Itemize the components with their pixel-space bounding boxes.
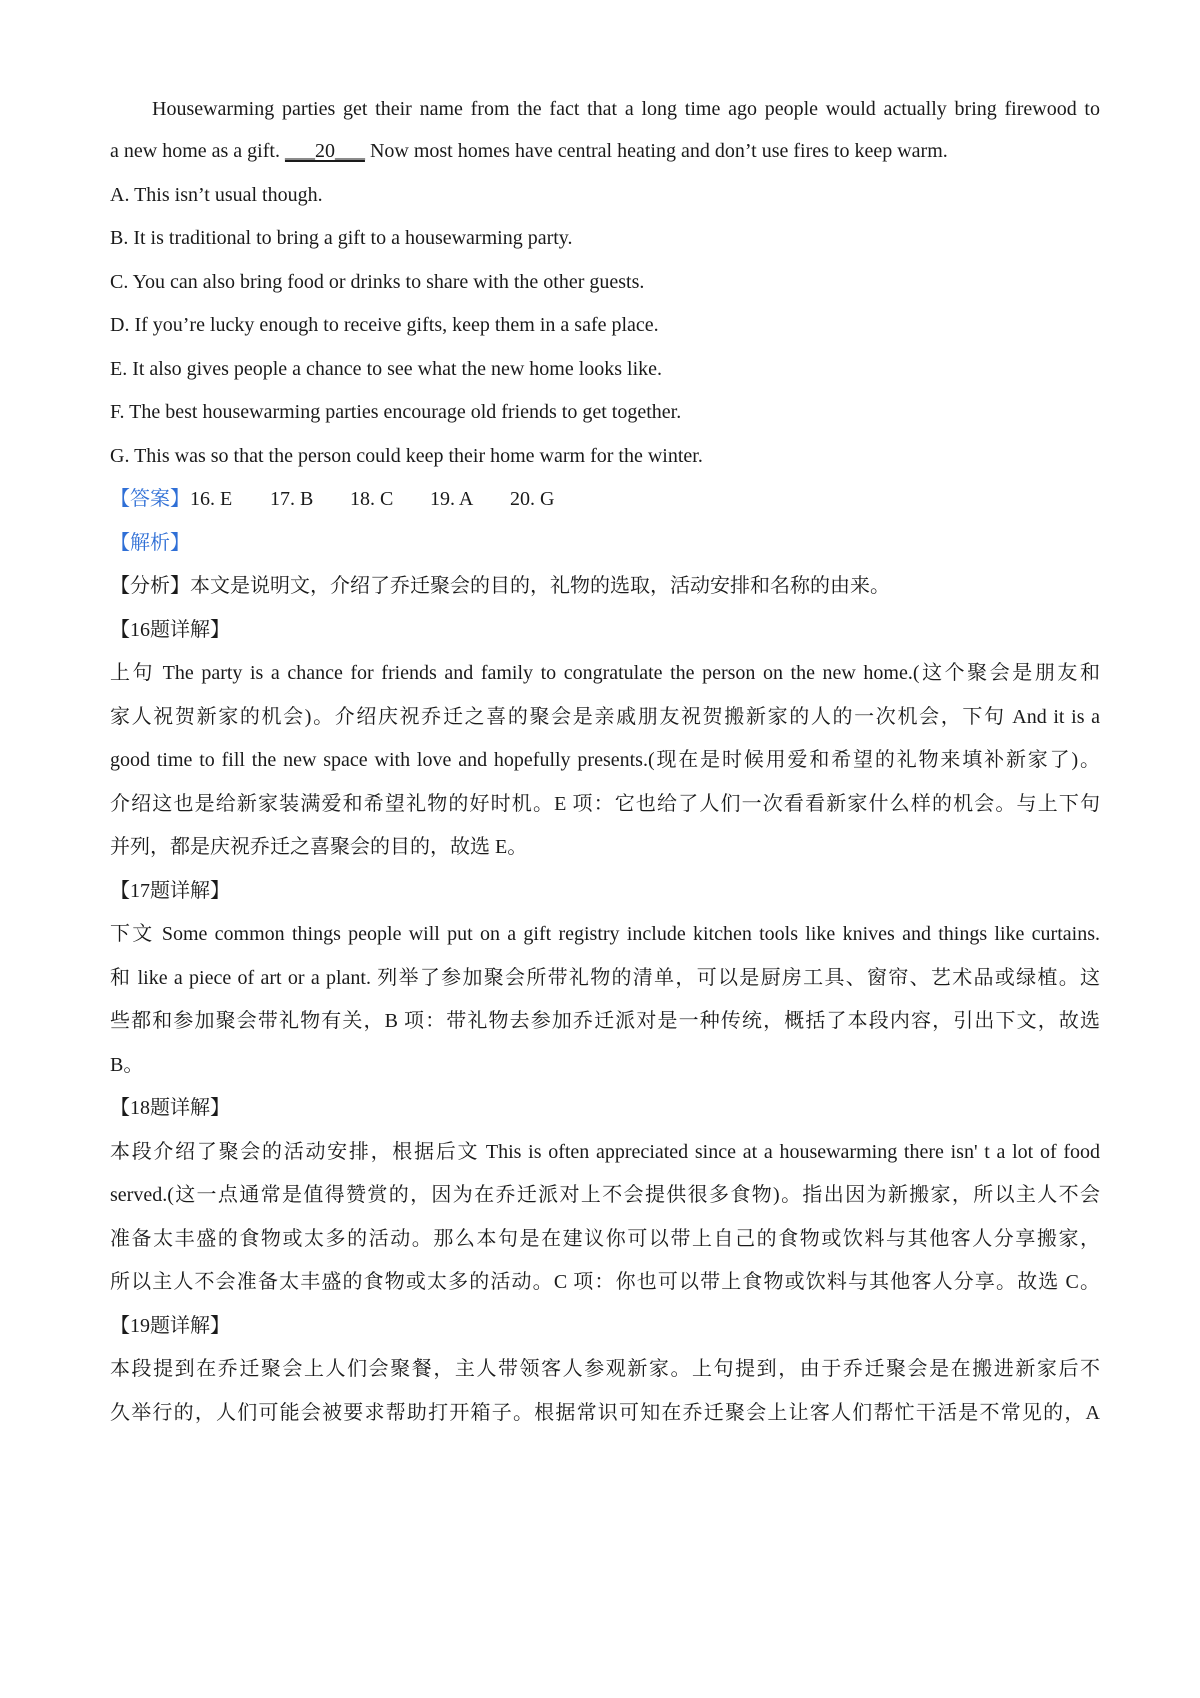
q17-line-3: 些都和参加聚会带礼物有关，B 项：带礼物去参加乔迁派对是一种传统，概括了本段内容，引出下文，故选: [110, 1010, 1100, 1032]
summary-line: 【分析】本文是说明文，介绍了乔迁聚会的目的，礼物的选取，活动安排和名称的由来。: [110, 575, 890, 597]
option-a: A. This isn’t usual though.: [110, 184, 323, 206]
q16-line-1: 上句 The party is a chance for friends and family to congratulate the person on the new home.(这个聚会是朋友和: [110, 662, 1100, 684]
q17-heading: 【17题详解】: [110, 880, 230, 902]
q19-heading: 【19题详解】: [110, 1315, 230, 1337]
q16-heading: 【16题详解】: [110, 619, 230, 641]
option-b: B. It is traditional to bring a gift to a housewarming party.: [110, 227, 573, 249]
q16-line-2: 家人祝贺新家的机会)。介绍庆祝乔迁之喜的聚会是亲戚朋友祝贺搬新家的人的一次机会，下句 And it is a: [110, 706, 1100, 728]
option-e: E. It also gives people a chance to see what the new home looks like.: [110, 358, 663, 380]
option-f: F. The best housewarming parties encourage old friends to get together.: [110, 401, 682, 423]
passage-line-2-end: Now most homes have central heating and don’t use fires to keep warm.: [364, 140, 948, 162]
passage-line-1: Housewarming parties get their name from the fact that a long time ago people would actually bring firewood to: [152, 98, 1100, 120]
q18-line-2: served.(这一点通常是值得赞赏的，因为在乔迁派对上不会提供很多食物)。指出因为新搬家，所以主人不会: [110, 1184, 1100, 1206]
analysis-tag: 【解析】: [110, 532, 190, 554]
option-g: G. This was so that the person could keep their home warm for the winter.: [110, 445, 703, 467]
q18-line-1: 本段介绍了聚会的活动安排，根据后文 This is often appreciated since at a housewarming there isn' t a lot of food: [110, 1141, 1100, 1163]
q17-line-4: B。: [110, 1054, 144, 1076]
q16-line-5: 并列，都是庆祝乔迁之喜聚会的目的，故选 E。: [110, 836, 528, 858]
q17-line-2: 和 like a piece of art or a plant. 列举了参加聚会所带礼物的清单，可以是厨房工具、窗帘、艺术品或绿植。这: [110, 967, 1100, 989]
answer-17: 17. B: [270, 488, 314, 510]
q19-line-2: 久举行的，人们可能会被要求帮助打开箱子。根据常识可知在乔迁聚会上让客人们帮忙干活是不常见的，A: [110, 1402, 1100, 1424]
answer-19: 19. A: [430, 488, 474, 510]
answer-line: [110, 485, 1100, 513]
passage-line-2: [110, 137, 1100, 165]
passage-line-2-start: a new home as a gift.: [110, 140, 285, 162]
q19-line-1: 本段提到在乔迁聚会上人们会聚餐，主人带领客人参观新家。上句提到，由于乔迁聚会是在搬进新家后不: [110, 1358, 1100, 1380]
answer-18: 18. C: [350, 488, 394, 510]
option-c: C. You can also bring food or drinks to share with the other guests.: [110, 271, 645, 293]
blank-20: ___20___: [284, 140, 365, 162]
answer-tag: 【答案】: [110, 488, 190, 510]
q16-line-4: 介绍这也是给新家装满爱和希望礼物的好时机。E 项：它也给了人们一次看看新家什么样的机会。与上下句: [110, 793, 1100, 815]
answer-16: 16. E: [190, 488, 233, 510]
q17-line-1: 下文 Some common things people will put on a gift registry include kitchen tools like knives and things like curtains.: [110, 923, 1100, 945]
q18-line-3: 准备太丰盛的食物或太多的活动。那么本句是在建议你可以带上自己的食物或饮料与其他客人分享搬家，: [110, 1228, 1100, 1250]
answer-20: 20. G: [510, 488, 555, 510]
option-d: D. If you’re lucky enough to receive gifts, keep them in a safe place.: [110, 314, 659, 336]
q18-heading: 【18题详解】: [110, 1097, 230, 1119]
q16-line-3: good time to fill the new space with love and hopefully presents.(现在是时候用爱和希望的礼物来填补新家了)。: [110, 749, 1100, 771]
q18-line-4: 所以主人不会准备太丰盛的食物或太多的活动。C 项：你也可以带上食物或饮料与其他客人分享。故选 C。: [110, 1271, 1100, 1293]
